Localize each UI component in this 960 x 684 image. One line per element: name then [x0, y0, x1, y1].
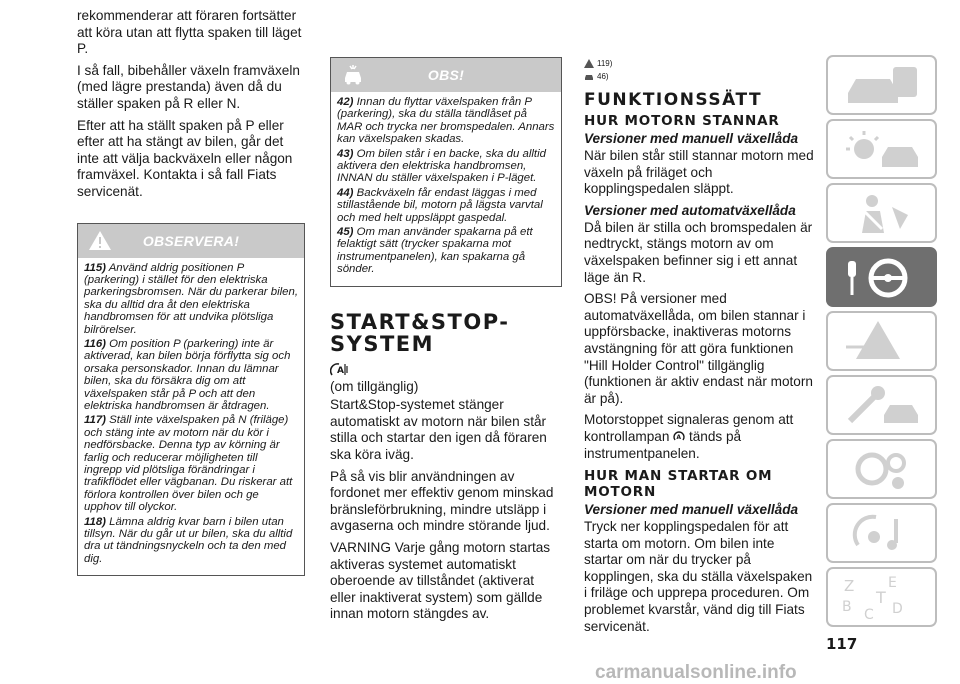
caution-ref: 46) — [584, 70, 814, 83]
tab-dashboard[interactable] — [826, 119, 937, 179]
page-number: 117 — [826, 635, 858, 653]
start-stop-icon — [330, 361, 350, 377]
start-stop-indicator-icon — [673, 430, 685, 442]
tab-car-info[interactable] — [826, 55, 937, 115]
section-heading: FUNKTIONSSÄTT — [584, 90, 763, 110]
availability-note: (om tillgänglig) — [330, 378, 419, 394]
paragraph: Motorstoppet signaleras genom att kontrollampan A tänds på instrumentpanelen. — [584, 412, 794, 461]
car-info-icon — [838, 61, 928, 111]
index-letter: T — [876, 588, 886, 607]
subsubheading: Versioner med manuell växellåda — [584, 502, 799, 518]
index-letter: Z — [844, 577, 855, 595]
observera-header — [78, 224, 304, 258]
warning-road-icon — [838, 317, 928, 367]
index-letter: D — [892, 601, 903, 617]
note-42: 42) Innan du flyttar växelspaken från P (parkering), ska du ställa tändlåset på MAR och trycka ner bromspedalen. Annars kan växelspaken skadas. — [337, 96, 555, 146]
warning-references — [584, 57, 814, 83]
chapter-tabs — [826, 55, 937, 631]
tab-safety[interactable] — [826, 183, 937, 243]
paragraph: När bilen står still stannar motorn med växeln på friläget och kopplingspedalen släppt. — [584, 148, 814, 197]
note-45: 45) Om man använder spakarna på ett felaktigt sätt (trycker spakarna mot instrumentpanelen), kan spakarna gå sönder. — [337, 226, 533, 276]
svg-text:A: A — [337, 365, 344, 376]
paragraph: Efter att ha ställt spaken på P eller efter att ha stängt av bilen, går det inte att välja backväxeln eller någon framväxel. Kontakta i så fall Fiats servicenät. — [77, 117, 293, 199]
steering-wheel-key-icon — [838, 253, 928, 303]
warning-triangle-icon — [584, 59, 594, 68]
observera-title: OBSERVERA! — [142, 232, 240, 249]
subsubheading: Versioner med automatväxellåda — [584, 202, 796, 218]
section-heading: START&STOP-SYSTEM — [330, 309, 510, 356]
subsubheading: Versioner med manuell växellåda — [584, 131, 799, 146]
obs-box — [330, 57, 562, 287]
watermark: carmanualsonline.info — [595, 662, 797, 683]
paragraph: Tryck ner kopplingspedalen för att starta om motorn. Om bilen inte startar om när du trycker på kopplingen, ska du ställa växelspaken i friläge och upprepa proceduren. Om problemet kvarstår, vänd dig till Fiats servicenät. — [584, 519, 813, 634]
svg-text:A: A — [676, 433, 682, 441]
tab-warnings[interactable] — [826, 311, 937, 371]
paragraph: I så fall, bibehåller växeln framväxeln (med lägre prestanda) även då du ställer spaken på R eller N. — [77, 62, 300, 111]
observera-box — [77, 223, 305, 577]
car-damage-icon — [584, 72, 594, 81]
paragraph: rekommenderar att föraren fortsätter att köra utan att flytta spaken till läget P. — [77, 8, 302, 57]
tab-starting-driving[interactable] — [826, 247, 937, 307]
note-116: 116) Om position P (parkering) inte är aktiverad, kan bilen börja förflytta sig och orsaka personskador. Innan du lämnar bilen, ska du försäkra dig om att växelspaken står på P och att den elektriska handbromsen är åtdragen. — [84, 337, 291, 412]
index-letter: C — [864, 607, 874, 623]
technical-data-icon — [838, 445, 928, 495]
paragraph: OBS! På versioner med automatväxellåda, om bilen stannar i uppförsbacke, inaktiveras motorns avstängning för att göra funktionen "Hill Holder Control" tillgänglig (funktionen är aktiv endast när motorn är på). — [584, 291, 813, 406]
index-abc-icon — [838, 573, 928, 623]
obs-notes — [331, 92, 561, 286]
note-117: 117) Ställ inte växelspaken på N (friläge) och stäng inte av motorn när du kör i nedförsbacke. Denna typ av körning är farlig och reducerar möjligheten till ingrepp vid plötsliga förändringar i trafikflödet eller vägbanan. Du riskerar att förlora kontrollen över bilen och ge upphov till olyckor. — [84, 414, 293, 514]
observera-notes — [78, 258, 304, 576]
dashboard-lights-icon — [838, 125, 928, 175]
note-43: 43) Om bilen står i en backe, ska du alltid aktivera den elektriska handbromsen, INNAN du ställer växelspaken i P-läget. — [337, 147, 546, 185]
obs-header — [331, 58, 561, 92]
wrench-car-icon — [838, 381, 928, 431]
paragraph: Då bilen är stilla och bromspedalen är nedtryckt, stängs motorn av om växelspaken befinner sig i ett annat läge än R. — [584, 219, 813, 285]
subheading: HUR MOTORN STANNAR — [584, 113, 780, 129]
index-letter: E — [888, 575, 897, 591]
tab-index[interactable] — [826, 567, 937, 627]
seatbelt-safety-icon — [838, 189, 928, 239]
note-115: 115) Använd aldrig positionen P (parkering) i stället för den elektriska parkeringsbromsen. När du parkerar bilen, ska du alltid dra åt den elektriska handbromsen för att undvika plötsliga bilrörelser. — [84, 261, 298, 336]
column-1 — [77, 8, 305, 576]
subheading: HUR MAN STARTAR OM MOTORN — [584, 468, 773, 501]
column-3 — [584, 57, 814, 640]
tab-emergency[interactable] — [826, 375, 937, 435]
column-2 — [330, 57, 562, 628]
multimedia-icon — [838, 509, 928, 559]
paragraph: På så vis blir användningen av fordonet mer effektiv genom minskad bränsleförbrukning, mindre utsläpp i avgaserna och mindre störande ljud. — [330, 468, 554, 534]
tab-maintenance[interactable] — [826, 439, 937, 499]
paragraph: Start&Stop-systemet stänger automatiskt av motorn när bilen står stilla och startar den igen då föraren ska köra iväg. — [330, 397, 547, 463]
tab-multimedia[interactable] — [826, 503, 937, 563]
obs-title: OBS! — [427, 67, 465, 83]
index-letter: B — [842, 599, 852, 615]
note-118: 118) Lämna aldrig kvar barn i bilen utan tillsyn. När du går ut ur bilen, ska du alltid dra ut tändningsnyckeln och ta den med dig. — [84, 515, 293, 565]
warning-ref: 119) — [584, 57, 814, 70]
note-44: 44) Backväxeln får endast läggas i med stillastående bil, motorn på lägsta varvtal och med helt uppsläppt gaspedal. — [337, 186, 543, 224]
paragraph: VARNING Varje gång motorn startas aktiveras systemet automatiskt oberoende av tillståndet (aktiverat eller inaktiverat system) som gällde innan motorn stängdes av. — [330, 540, 551, 622]
